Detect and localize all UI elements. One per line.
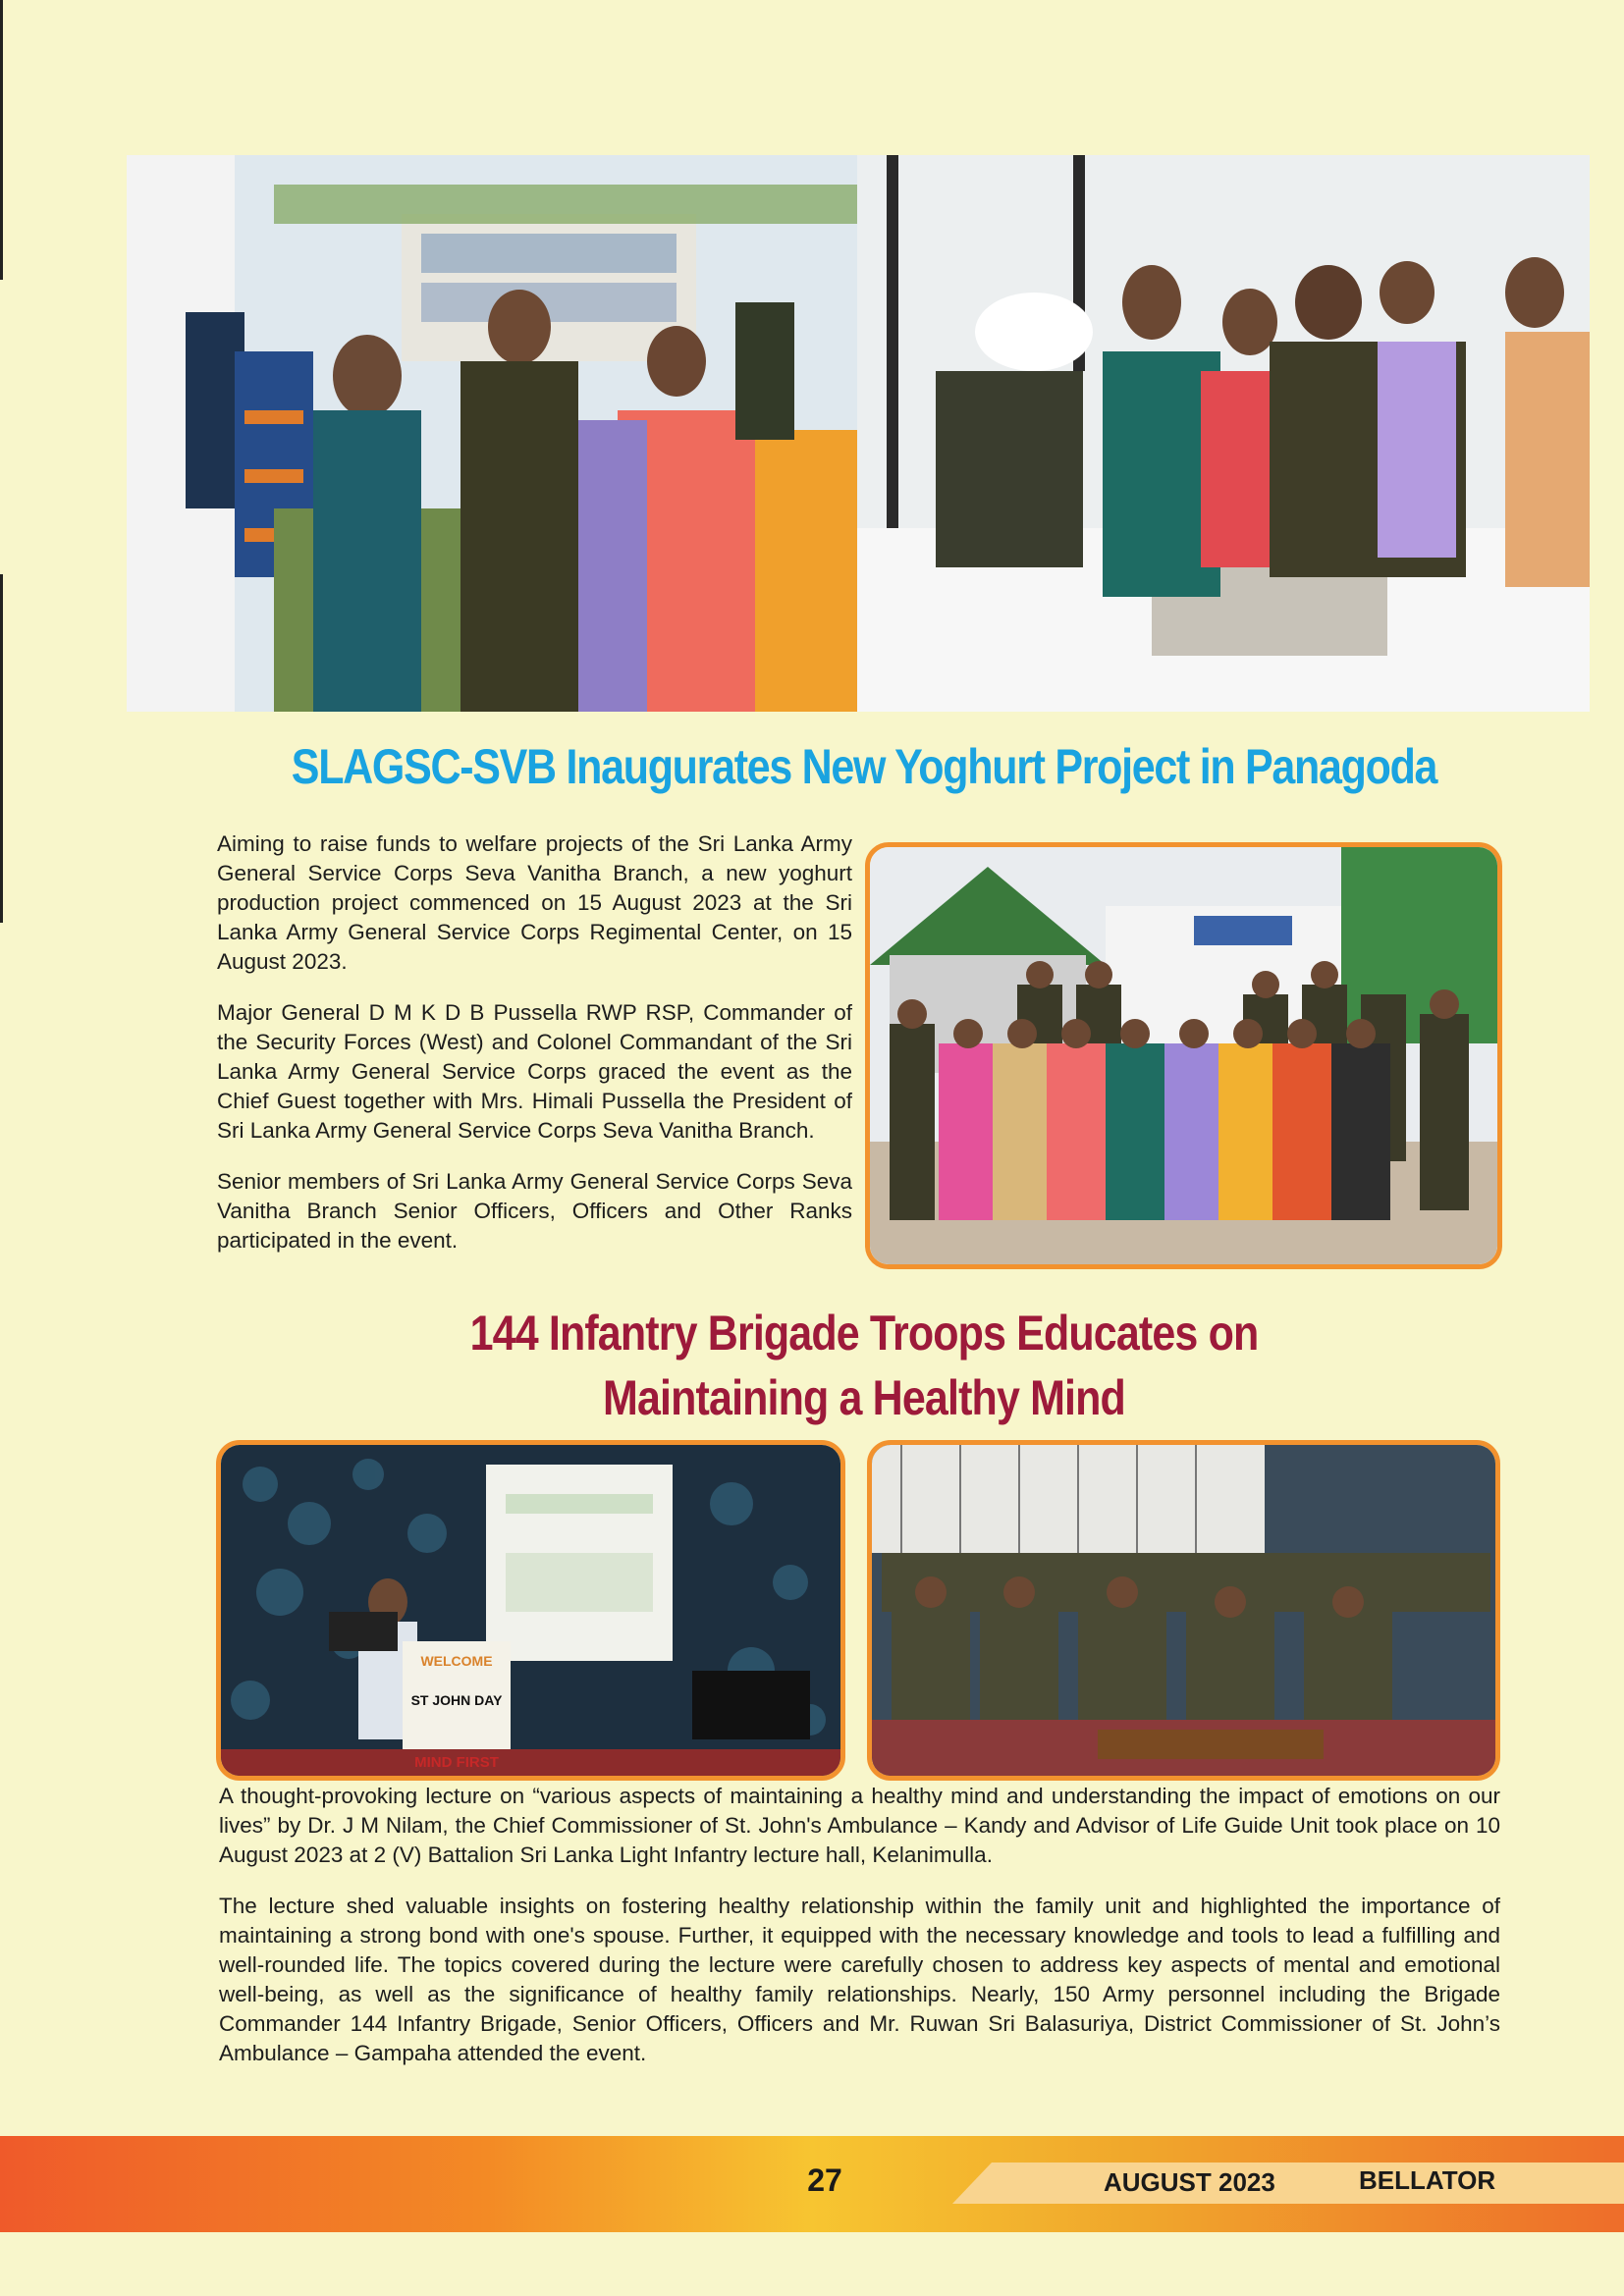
photo-audience-image <box>872 1445 1495 1776</box>
article2-headline-line1: 144 Infantry Brigade Troops Educates on <box>469 1306 1259 1361</box>
photo-lecture-speaker <box>216 1440 845 1781</box>
issue-date: AUGUST 2023 <box>1104 2167 1275 2197</box>
article1-body <box>217 829 852 1277</box>
banner-mind-first-text: MIND FIRST <box>414 1754 499 1771</box>
photo-plaque-unveiling-image <box>127 155 857 712</box>
article2-headline-line2: Maintaining a Healthy Mind <box>603 1370 1125 1425</box>
photo-plaque-unveiling <box>127 155 857 712</box>
photo-group-image <box>870 847 1497 1264</box>
photo-lecture-audience <box>867 1440 1500 1781</box>
article2-headline <box>306 1301 1421 1430</box>
photo-lecture-image <box>221 1445 840 1776</box>
photo-group-seva-vanitha <box>865 842 1502 1269</box>
article1-paragraph: Aiming to raise funds to welfare projects of the Sri Lanka Army General Service Corps Seva Vanitha Branch, a new yoghurt production project commenced on 15 August 2023 at the Sri Lanka Army General Service Corps Regimental Center, on 15 August 2023. <box>217 831 852 974</box>
page-edge-mark-top <box>0 0 3 280</box>
article2-paragraph: The lecture shed valuable insights on fostering healthy relationship within the family unit and highlighted the importance of maintaining a strong bond with one's spouse. Further, it equipped with the necessary knowledge and tools to lead a fulfilling and well-rounded life. The topics covered during the lecture were carefully chosen to address key aspects of mental and emotional well-being, as well as the significance of healthy family relationships. Nearly, 150 Army personnel including the Brigade Commander 144 Infantry Brigade, Senior Officers, Officers and Mr. Ruwan Sri Balasuriya, District Commissioner of St. John’s Ambulance – Gampaha attended the event. <box>219 1894 1500 2065</box>
photo-yoghurt-tasting-image <box>857 155 1590 712</box>
article2-body <box>219 1782 1500 2090</box>
page-number: 27 <box>807 2163 842 2198</box>
footer-issue-tab <box>952 2163 1624 2204</box>
photo-yoghurt-tasting <box>857 155 1590 712</box>
banner-welcome-text: WELCOME <box>420 1653 493 1669</box>
article1-paragraph: Major General D M K D B Pussella RWP RSP, Commander of the Security Forces (West) and Colonel Commandant of the Sri Lanka Army General Service Corps graced the event as the Chief Guest together with Mrs. Himali Pussella the President of Sri Lanka Army General Service Corps Seva Vanitha Branch. <box>217 1000 852 1143</box>
article1-headline: SLAGSC-SVB Inaugurates New Yoghurt Project in Panagoda <box>291 739 1437 794</box>
article2-paragraph: A thought-provoking lecture on “various aspects of maintaining a healthy mind and understanding the impact of emotions on our lives” by Dr. J M Nilam, the Chief Commissioner of St. John's Ambulance – Kandy and Advisor of Life Guide Unit took place on 10 August 2023 at 2 (V) Battalion Sri Lanka Light Infantry lecture hall, Kelanimulla. <box>219 1784 1500 1867</box>
magazine-name: BELLATOR <box>1359 2165 1496 2195</box>
article1-paragraph: Senior members of Sri Lanka Army General Service Corps Seva Vanitha Branch Senior Officers, Officers and Other Ranks participated in the event. <box>217 1169 852 1253</box>
banner-st-john-day-text: ST JOHN DAY <box>410 1692 503 1708</box>
page-edge-mark-bottom <box>0 574 3 923</box>
